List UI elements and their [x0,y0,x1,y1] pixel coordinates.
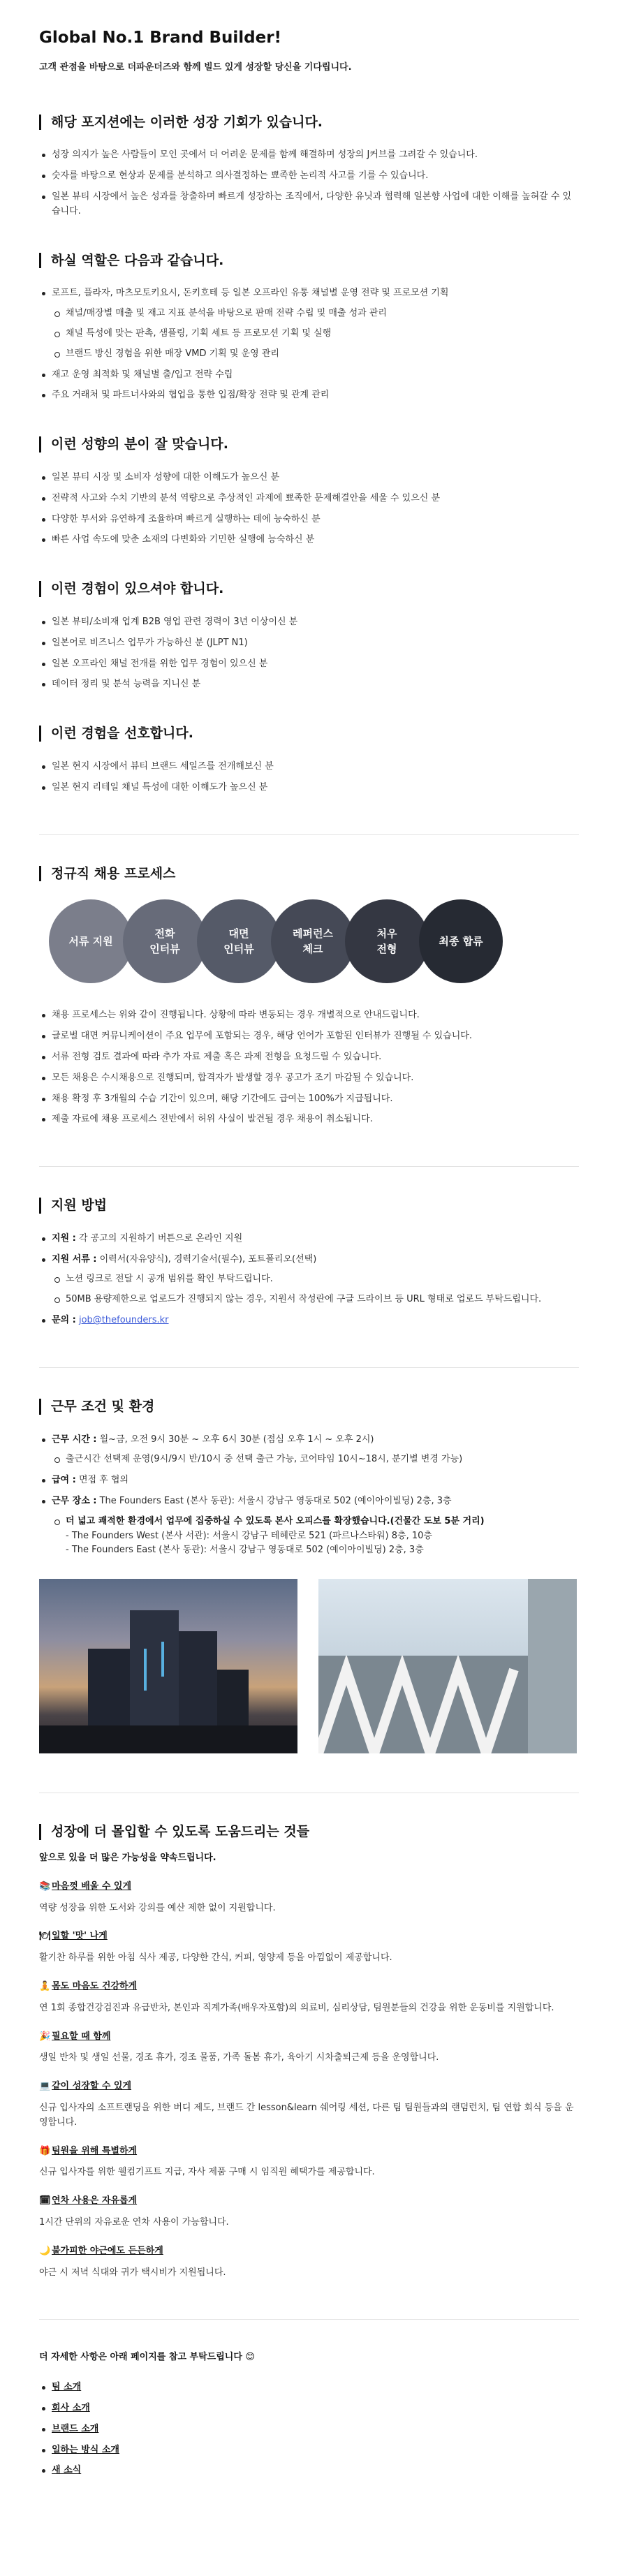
perk-heading: 🗓연차 사용은 자유롭게 [39,2194,579,2209]
divider [39,1367,579,1368]
process-steps [49,899,579,983]
perk-heading: 🎉 필요할 때 함께 [39,2030,579,2045]
list-item: 주요 거래처 및 파트너사와의 협업을 통한 입점/확장 전략 및 관계 관리 [39,388,579,403]
preferred-section [39,726,579,795]
list-item: 채용 확정 후 3개월의 수습 기간이 있으며, 해당 기간에도 급여는 100%가 지급됩니다. [39,1092,579,1107]
sub-list-item: 브랜드 방신 경험을 위한 매장 VMD 기획 및 운영 관리 [52,347,579,362]
books-icon: 📚 [39,1881,51,1892]
contact-email-link[interactable]: job@thefounders.kr [78,1315,169,1326]
list-item: 모든 채용은 수시채용으로 진행되며, 합격자가 발생할 경우 공고가 조기 마감될 수 있습니다. [39,1071,579,1086]
dining-icon: 🍽 [39,1931,51,1942]
list-item [39,2443,579,2458]
list-item: 성장 의지가 높은 사람들이 모인 곳에서 더 어려운 문제를 함께 해결하며 성장의 J커브를 그려갈 수 있습니다. [39,148,579,163]
list-item: 서류 전형 검토 결과에 따라 추가 자료 제출 혹은 과제 전형을 요청드릴 수 있습니다. [39,1050,579,1065]
wellness-icon: 🧘 [39,1981,51,1992]
list-item: 일본 오프라인 채널 전개를 위한 업무 경험이 있으신 분 [39,657,579,672]
perk-heading: 📚 마음껏 배울 수 있게 [39,1880,579,1894]
link-company[interactable]: 회사 소개 [52,2402,90,2413]
perk-heading: 🎁 팀원을 위해 특별하게 [39,2144,579,2159]
party-icon: 🎉 [39,2031,51,2042]
list-item: 다양한 부서와 유연하게 조율하며 빠르게 실행하는 데에 능숙하신 분 [39,513,579,527]
perk-body: 1시간 단위의 자유로운 연차 사용이 가능합니다. [39,2217,229,2228]
sub-list-item: 출근시간 선택제 운영(9시/9시 반/10시 중 선택 출근 가능, 코어타임 10시~18시, 분기별 변경 가능) [52,1452,579,1467]
office-building-photo [318,1579,577,1753]
perk-heading: 🌙 불가피한 야근에도 든든하게 [39,2244,579,2259]
section-title: 이런 경험을 선호합니다. [39,726,579,742]
perk-body: 신규 입사자를 위한 웰컴기프트 지급, 자사 제품 구매 시 임직원 혜택가를 제공합니다. [39,2167,375,2178]
list-item: 일본 뷰티/소비재 업계 B2B 영업 관련 경력이 3년 이상이신 분 [39,615,579,630]
link-news[interactable]: 새 소식 [52,2465,82,2476]
section-title: 정규직 채용 프로세스 [39,866,579,882]
section-title: 해당 포지션에는 이러한 성장 기회가 있습니다. [39,115,579,131]
perks-subtitle: 앞으로 있을 더 많은 가능성을 약속드립니다. [39,1853,216,1864]
list-item [39,2464,579,2478]
list-item: 일본 뷰티 시장에서 높은 성과를 창출하며 빠르게 성장하는 조직에서, 다양한 유닛과 협력해 일본향 사업에 대한 이해를 높혀갈 수 있습니다. [39,190,579,219]
office-photos [39,1579,579,1753]
list-item: 글로벌 대면 커뮤니케이션이 주요 업무에 포함되는 경우, 해당 언어가 포함된 인터뷰가 진행될 수 있습니다. [39,1029,579,1044]
link-brand[interactable]: 브랜드 소개 [52,2423,99,2434]
perks-section [39,1824,579,2280]
gift-icon: 🎁 [39,2145,51,2156]
perk-heading: 🧘 몸도 마음도 건강하게 [39,1980,579,1994]
apply-section [39,1198,579,1328]
opportunity-section [39,115,579,219]
list-item: 재고 운영 최적화 및 채널별 출/입고 전략 수립 [39,368,579,383]
list-item [39,2401,579,2416]
sub-list-item: 50MB 용량제한으로 업로드가 진행되지 않는 경우, 지원서 작성란에 구글 드라이브 등 URL 형태로 업로드 부탁드립니다. [52,1293,579,1307]
list-item [39,2422,579,2437]
list-item [39,2380,579,2395]
section-title: 이런 성향의 분이 잘 맞습니다. [39,436,579,452]
list-item: 일본 뷰티 시장 및 소비자 성향에 대한 이해도가 높으신 분 [39,471,579,485]
list-item: 숫자를 바탕으로 현상과 문제를 분석하고 의사결정하는 뾰족한 논리적 사고를 기를 수 있습니다. [39,169,579,184]
list-item: 데이터 정리 및 분석 능력을 지니신 분 [39,677,579,692]
role-section [39,253,579,404]
link-team[interactable]: 팀 소개 [52,2382,82,2393]
list-item [39,286,579,361]
divider [39,1166,579,1167]
perk-heading: 💻 같이 성장할 수 있게 [39,2080,579,2094]
section-title: 근무 조건 및 환경 [39,1399,579,1415]
list-item: 일본 현지 리테일 채널 특성에 대한 이해도가 높으신 분 [39,781,579,795]
list-item: 일본 현지 시장에서 뷰티 브랜드 세일즈를 전개해보신 분 [39,760,579,774]
list-item: 지원 : 각 공고의 지원하기 버튼으로 온라인 지원 [39,1232,579,1246]
moon-icon: 🌙 [39,2245,51,2256]
list-item: 문의 : job@thefounders.kr [39,1313,579,1328]
perk-body: 역량 성장을 위한 도서와 강의를 예산 제한 없이 지원합니다. [39,1902,276,1913]
conditions-section [39,1399,579,1753]
perk-body: 활기찬 하루를 위한 아침 식사 제공, 다양한 간식, 커피, 영양제 등을 아낌없이 제공합니다. [39,1952,392,1964]
perk-body: 생일 반차 및 생일 선물, 경조 휴가, 경조 물품, 가족 돌봄 휴가, 육아기 시차출퇴근제 등을 운영합니다. [39,2052,439,2063]
section-title: 지원 방법 [39,1198,579,1214]
link-work-style[interactable]: 일하는 방식 소개 [52,2444,119,2455]
required-section [39,581,579,692]
process-step: 대면 인터뷰 [197,899,281,983]
section-title: 성장에 더 몰입할 수 있도록 도움드리는 것들 [39,1824,579,1840]
list-item: 급여 : 면접 후 협의 [39,1473,579,1488]
sub-list-item: 노션 링크로 전달 시 공개 범위를 확인 부탁드립니다. [52,1272,579,1287]
section-title: 이런 경험이 있으셔야 합니다. [39,581,579,597]
process-step: 처우 전형 [345,899,429,983]
list-item: 전략적 사고와 수치 기반의 분석 역량으로 추상적인 과제에 뾰족한 문제해결안을 세울 수 있으신 분 [39,492,579,506]
perk-body: 신규 입사자의 소프트랜딩을 위한 버디 제도, 브랜드 간 lesson&learn 쉐어링 세션, 다른 팀 팀원들과의 랜덤런치, 팀 연합 회식 등을 운영합니다. [39,2103,574,2128]
calendar-icon: 🗓 [39,2195,51,2207]
process-section [39,866,579,1128]
list-item: 제출 자료에 채용 프로세스 전반에서 허위 사실이 발견될 경우 채용이 취소됩니다. [39,1112,579,1127]
more-title: 더 자세한 사항은 아래 페이지를 참고 부탁드립니다 😊 [39,2352,255,2363]
sub-list-item: 채널/매장별 매출 및 재고 지표 분석을 바탕으로 판매 전략 수립 및 매출 성과 관리 [52,307,579,321]
process-step: 레퍼런스 체크 [271,899,355,983]
divider [39,2319,579,2320]
page-title: Global No.1 Brand Builder! [39,29,282,47]
list-item: 근무 장소 : The Founders East (본사 동관): 서울시 강남구 영동대로 502 (예이아이빌딩) 2층, 3층 더 넓고 쾌적한 환경에서 업무에 집중하실 수 있도록 본사 오피스를 확장했습니다.(건물간 도보 5분 거리) - The Founders West (본사 서관): 서울시 강남구 테헤란로 521 (파르나스타워) 8층, 10층 - The Founders East (본사 동관): 서울시 강남구 영동대로 502 (예이아이빌딩) 2층, 3층 [39,1494,579,1558]
divider [39,834,579,835]
perk-body: 연 1회 종합건강검진과 유급반차, 본인과 직계가족(배우자포함)의 의료비, 심리상담, 팀원분들의 건강을 위한 운동비를 지원합니다. [39,2002,554,2013]
list-item: 근무 시간 : 월~금, 오전 9시 30분 ~ 오후 6시 30분 (점심 오후 1시 ~ 오후 2시) 출근시간 선택제 운영(9시/9시 반/10시 중 선택 출근 가능, 코어타임 10시~18시, 분기별 변경 가능) [39,1433,579,1468]
page-subtitle: 고객 관점을 바탕으로 더파운더즈와 함께 빌드 있게 성장할 당신을 기다립니다. [39,61,352,73]
process-step: 서류 지원 [49,899,133,983]
process-step: 전화 인터뷰 [123,899,207,983]
process-step: 최종 합류 [419,899,503,983]
perk-body: 야근 시 저녁 식대와 귀가 택시비가 지원됩니다. [39,2267,226,2278]
list-item: 일본어로 비즈니스 업무가 가능하신 분 (JLPT N1) [39,636,579,651]
list-item: 빠른 사업 속도에 맞춘 소재의 다변화와 기민한 실행에 능숙하신 분 [39,533,579,547]
section-title: 하실 역할은 다음과 같습니다. [39,253,579,269]
list-item-text: 로프트, 플라자, 마츠모토키요시, 돈키호테 등 일본 오프라인 유통 채널별 운영 전략 및 프로모션 기획 [52,288,449,299]
office-tower-photo [39,1579,297,1753]
sub-list-item: 더 넓고 쾌적한 환경에서 업무에 집중하실 수 있도록 본사 오피스를 확장했습니다.(건물간 도보 5분 거리) - The Founders West (본사 서관): 서울시 강남구 테헤란로 521 (파르나스타워) 8층, 10층 - The Founders East (본사 동관): 서울시 강남구 영동대로 502 (예이아이빌딩) 2층, 3층 [52,1515,579,1558]
laptop-icon: 💻 [39,2081,51,2092]
more-section [39,2350,579,2478]
perk-heading: 🍽일할 '맛' 나게 [39,1929,579,1944]
list-item: 채용 프로세스는 위와 같이 진행됩니다. 상황에 따라 변동되는 경우 개별적으로 안내드립니다. [39,1008,579,1023]
fit-section [39,436,579,547]
sub-list-item: 채널 특성에 맞는 판촉, 샘플링, 기획 세트 등 프로모션 기획 및 실행 [52,327,579,341]
list-item: 지원 서류 : 이력서(자유양식), 경력기술서(필수), 포트폴리오(선택) 노션 링크로 전달 시 공개 범위를 확인 부탁드립니다. 50MB 용량제한으로 업로드가 진행되지 않는 경우, 지원서 작성란에 구글 드라이브 등 URL 형태로 업로드 부탁드립니다. [39,1253,579,1307]
